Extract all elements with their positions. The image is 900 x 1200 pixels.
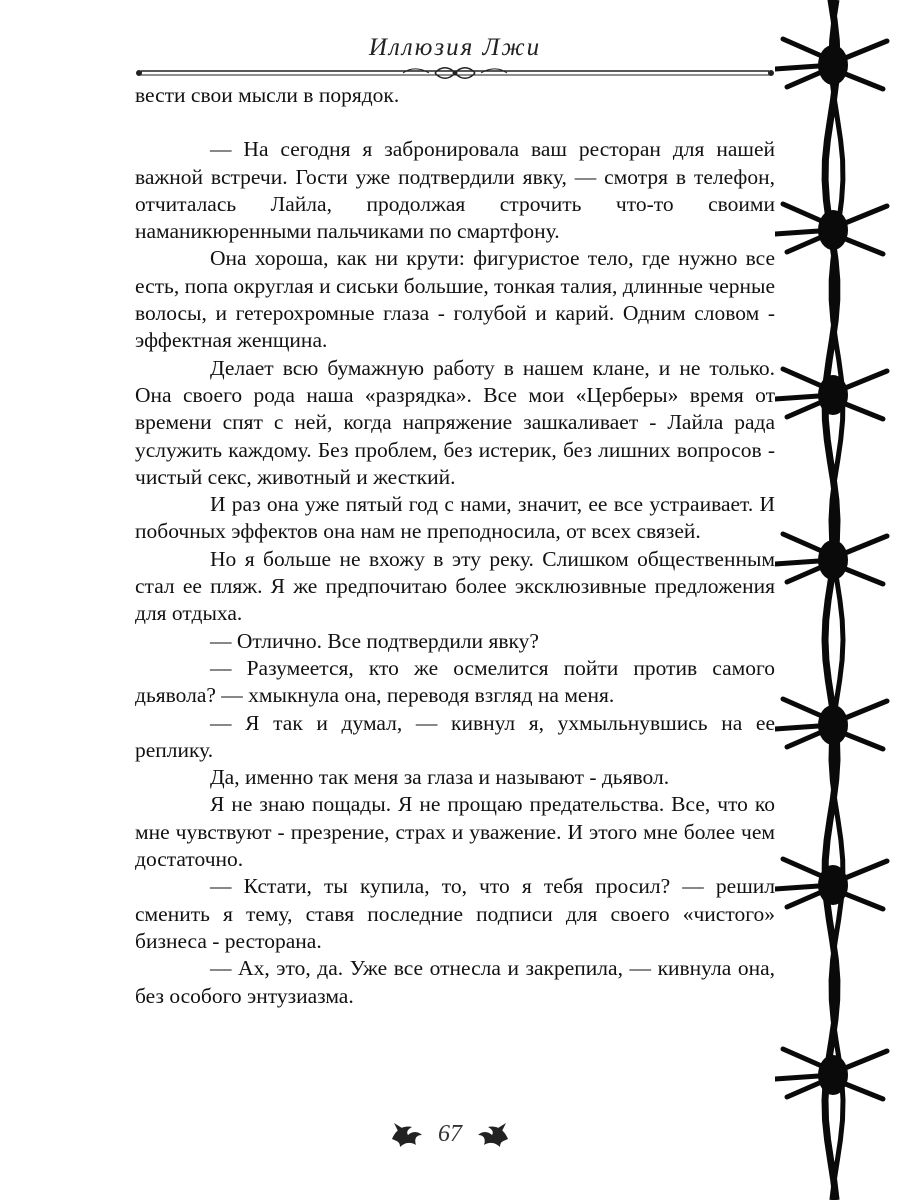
paragraph: — Кстати, ты купила, то, что я тебя просил? — решил сменить я тему, ставя последние подписи для своего «чистого» бизнеса - ресторана. <box>135 874 775 953</box>
page-number: 67 <box>438 1121 462 1147</box>
paragraph: вести свои мысли в порядок. <box>135 83 400 107</box>
header-ornament-rule <box>135 64 775 82</box>
barb-knot <box>775 204 887 254</box>
paragraph: Я не знаю пощады. Я не прощаю предательства. Все, что ко мне чувствуют - презрение, страх и уважение. И этого мне более чем достаточно. <box>135 792 775 872</box>
book-title: Иллюзия Лжи <box>368 34 542 61</box>
paragraph: Она хороша, как ни крути: фигуристое тело, где нужно все есть, попа округлая и сиськи большие, тонкая талия, длинные черные волосы, и гетерохромные глаза - голубой и карий. Одним словом - эффектная женщина. <box>135 246 775 353</box>
barb-knot <box>775 534 887 584</box>
paragraph: И раз она уже пятый год с нами, значит, ее все устраивает. И побочных эффектов она нам не преподносила, от всех связей. <box>135 492 775 544</box>
barb-knot <box>775 1049 887 1099</box>
paragraph: Да, именно так меня за глаза и называют - дьявол. <box>210 765 670 790</box>
paragraph: — Разумеется, кто же осмелится пойти против самого дьявола? — хмыкнула она, переводя взгляд на меня. <box>135 655 775 708</box>
paragraph: Делает всю бумажную работу в нашем клане, и не только. Она своего рода наша «разрядка». Все мои «Церберы» время от времени спят с ней, когда напряжение зашкаливает - Лайла рада услужить каждому. Без проблем, без истерик, без лишних вопросов - чистый секс, животный и жесткий. <box>135 355 775 489</box>
paragraph: — На сегодня я забронировала ваш ресторан для нашей важной встречи. Гости уже подтвердили явку, — смотря в телефон, отчиталась Лайла, продолжая строчить что-то своими наманикюренными пальчиками по смартфону. <box>135 137 775 244</box>
barb-knot <box>775 859 887 909</box>
body-text <box>135 82 775 1010</box>
paragraph: — Ах, это, да. Уже все отнесла и закрепила, — кивнула она, без особого энтузиазма. <box>135 956 775 1008</box>
paragraph: — Отлично. Все подтвердили явку? <box>210 628 539 653</box>
page-footer <box>380 1115 520 1155</box>
barb-knot <box>775 369 887 419</box>
dragon-ornament-icon <box>476 1119 510 1149</box>
barb-knot <box>775 39 887 89</box>
paragraph: — Я так и думал, — кивнул я, ухмыльнувшись на ее реплику. <box>135 710 775 762</box>
barb-knot <box>775 699 887 749</box>
barbed-wire-decoration <box>775 0 900 1200</box>
paragraph: Но я больше не вхожу в эту реку. Слишком общественным стал ее пляж. Я же предпочитаю более эксклюзивные предложения для отдыха. <box>135 546 775 626</box>
running-header <box>135 34 775 84</box>
